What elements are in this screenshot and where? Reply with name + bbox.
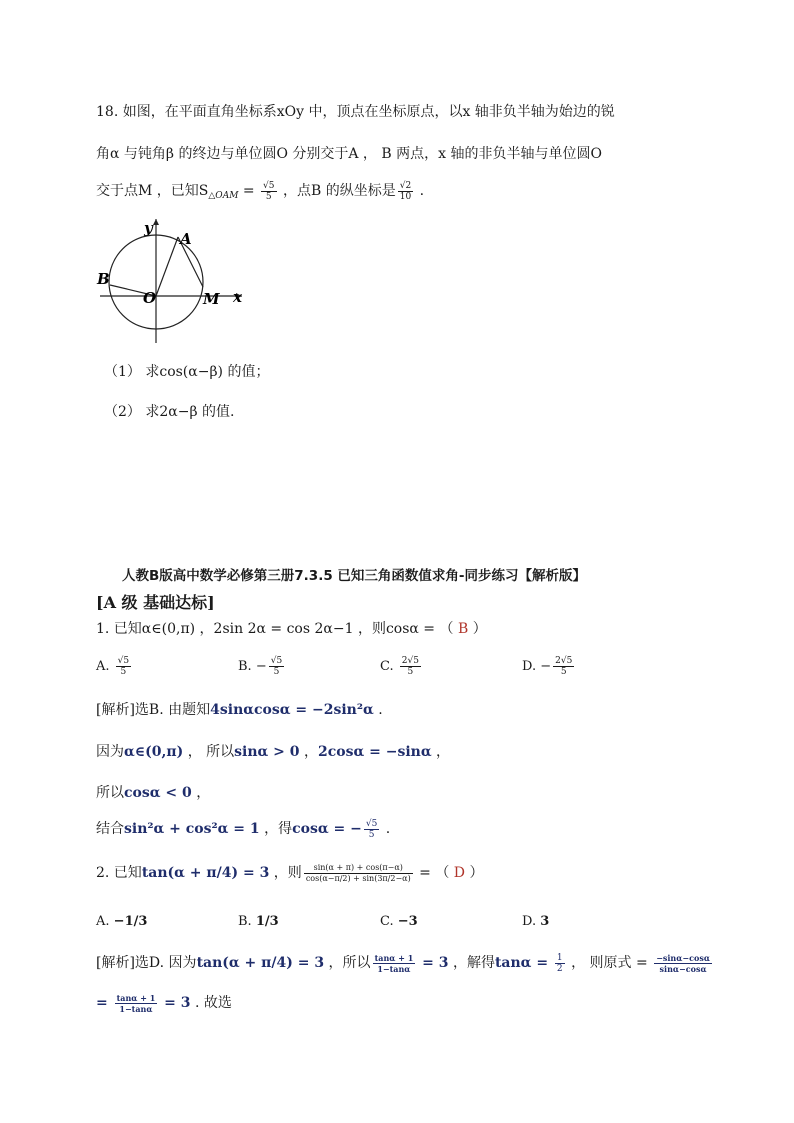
option-label: D. — [522, 659, 537, 674]
text: ） — [472, 621, 487, 637]
fraction — [269, 656, 284, 677]
numerator: sin(α + π) + cos(π−α) — [304, 863, 413, 874]
formula: cosα = − — [292, 821, 362, 837]
problem-18-question-1: （1） 求cos(α−β) 的值； — [104, 364, 270, 380]
formula: sinα > 0 — [234, 744, 300, 760]
y-axis-arrow — [153, 219, 159, 225]
text: = （ — [414, 865, 450, 881]
section-title: 人教B版高中数学必修第三册7.3.5 已知三角函数值求角-同步练习【解析版】 — [122, 568, 587, 584]
q1-option-c — [380, 656, 423, 677]
option-value: −3 — [397, 914, 418, 929]
option-label: B. — [238, 659, 252, 674]
unit-circle-figure — [92, 215, 262, 345]
formula: = — [96, 995, 113, 1011]
text: . 故选 — [190, 995, 232, 1011]
option-label: D. — [522, 914, 537, 929]
subscript: △OAM — [208, 191, 239, 201]
option-label: C. — [380, 659, 394, 674]
label-A: A — [180, 230, 192, 248]
numerator: √5 — [365, 818, 378, 829]
problem-18-line-1: 18. 如图，在平面直角坐标系xOy 中，顶点在坐标原点，以x 轴非负半轴为始边的锐 — [96, 104, 615, 120]
label-O: O — [143, 289, 157, 307]
denominator: 5 — [120, 667, 127, 677]
text: ， 则原式 = — [566, 955, 653, 971]
numerator: tanα + 1 — [116, 992, 156, 1003]
q1-solution-line-3 — [96, 782, 210, 802]
label-y: y — [144, 219, 153, 237]
formula: tan(α + π/4) = 3 — [141, 865, 270, 881]
text: ，所以 — [324, 955, 371, 971]
question-1-stem — [96, 618, 487, 638]
fraction — [553, 656, 574, 677]
fraction — [115, 993, 158, 1014]
option-value: −1/3 — [113, 914, 148, 929]
text: 因为 — [96, 744, 124, 760]
level-heading: [A 级 基础达标] — [96, 593, 215, 612]
option-sign: − — [255, 659, 267, 674]
text: . — [381, 821, 391, 837]
text: 1. 已知α∈(0,π) ，2sin 2α = cos 2α−1 ，则cosα = （ — [96, 621, 454, 637]
formula: 4sinαcosα = −2sin²α — [210, 702, 374, 718]
numerator: 2√5 — [555, 656, 573, 666]
denominator: 5 — [273, 667, 280, 677]
numerator: √5 — [270, 656, 283, 666]
fraction — [116, 656, 131, 677]
fraction — [555, 953, 565, 974]
option-label: A. — [96, 914, 110, 929]
q1-option-b — [238, 656, 286, 677]
label-B: B — [97, 270, 110, 288]
text: = — [238, 183, 260, 199]
text: ） — [469, 865, 484, 881]
denominator: sinα−cosα — [659, 963, 707, 974]
text: ， — [431, 744, 451, 760]
option-label: A. — [96, 659, 110, 674]
q2-solution-line-2 — [96, 992, 232, 1014]
denominator: 5 — [368, 829, 375, 840]
fraction — [364, 819, 379, 840]
formula: = 3 — [159, 995, 191, 1011]
fraction — [373, 953, 416, 974]
q2-option-d — [522, 914, 549, 929]
option-label: C. — [380, 914, 394, 929]
q2-solution-line-1 — [96, 952, 714, 974]
fraction — [398, 181, 413, 202]
text: ，点B 的纵坐标是 — [278, 183, 396, 199]
question-2-stem — [96, 862, 483, 884]
denominator: cos(α−π/2) + sin(3π/2−α) — [305, 873, 411, 883]
answer: B — [457, 621, 469, 637]
denominator: 5 — [265, 191, 272, 202]
text: ，得 — [259, 821, 293, 837]
text: ，解得 — [448, 955, 495, 971]
fraction — [654, 953, 712, 974]
denominator: 1−tanα — [119, 1003, 153, 1014]
q1-solution-line-1 — [96, 699, 383, 719]
fraction — [261, 181, 276, 202]
text: ，则 — [269, 865, 302, 881]
numerator: −sinα−cosα — [656, 952, 710, 963]
q2-option-a — [96, 914, 147, 929]
text: ， 所以 — [183, 744, 235, 760]
q1-option-a — [96, 656, 133, 677]
q2-option-b — [238, 914, 279, 929]
text: ， — [299, 744, 318, 760]
formula: tan(α + π/4) = 3 — [196, 955, 325, 971]
numerator: √5 — [263, 180, 275, 191]
formula: α∈(0,π) — [124, 744, 184, 760]
denominator: 5 — [407, 667, 414, 677]
text: 交于点M ，已知S — [96, 183, 209, 199]
text: 2. 已知 — [96, 865, 142, 881]
q1-option-d — [522, 656, 576, 677]
text: . — [373, 702, 383, 718]
formula: = 3 — [417, 955, 449, 971]
denominator: 10 — [399, 191, 412, 202]
text: 结合 — [96, 821, 124, 837]
fraction — [400, 656, 421, 677]
formula: cosα < 0 — [124, 785, 192, 801]
problem-18-line-2: 角α 与钝角β 的终边与单位圆O 分别交于A ， B 两点，x 轴的非负半轴与单位圆O — [96, 146, 602, 162]
numerator: 1 — [556, 952, 563, 963]
formula: tanα = — [494, 955, 553, 971]
fraction — [304, 863, 413, 884]
text: 所以 — [96, 785, 124, 801]
text: [解析]选B. 由题知 — [96, 702, 211, 718]
denominator: 2 — [556, 963, 563, 974]
denominator: 5 — [560, 667, 567, 677]
numerator: tanα + 1 — [374, 952, 414, 963]
formula: sin²α + cos²α = 1 — [124, 821, 260, 837]
text: ， — [191, 785, 211, 801]
answer: D — [453, 865, 466, 881]
option-sign: − — [540, 659, 552, 674]
option-value: 1/3 — [255, 914, 279, 929]
option-value: 3 — [540, 914, 550, 929]
q1-solution-line-4 — [96, 818, 390, 840]
numerator: √5 — [117, 656, 130, 666]
denominator: 1−tanα — [377, 963, 411, 974]
text: . — [415, 183, 425, 199]
problem-18-line-3 — [96, 180, 424, 202]
text: [解析]选D. 因为 — [96, 955, 197, 971]
label-x: x — [233, 288, 242, 306]
numerator: 2√5 — [401, 656, 419, 666]
problem-18-question-2: （2） 求2α−β 的值. — [104, 404, 235, 420]
option-label: B. — [238, 914, 252, 929]
formula: 2cosα = −sinα — [317, 744, 432, 760]
segment-OA — [156, 237, 178, 296]
label-M: M — [203, 290, 220, 308]
q2-option-c — [380, 914, 418, 929]
numerator: √2 — [399, 180, 412, 191]
q1-solution-line-2 — [96, 741, 450, 761]
